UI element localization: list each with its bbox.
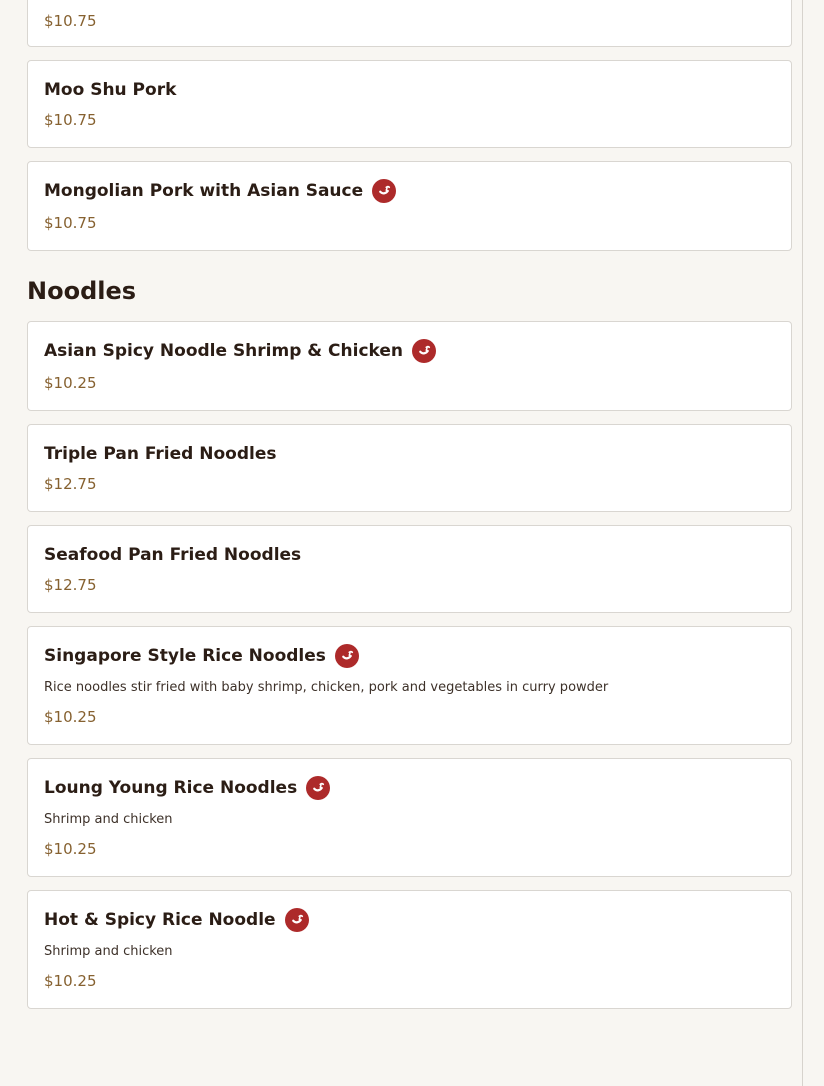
- item-name: Asian Spicy Noodle Shrimp & Chicken: [44, 341, 404, 361]
- item-name: Mongolian Pork with Asian Sauce: [44, 181, 364, 201]
- chili-pepper-icon: [335, 644, 359, 668]
- item-description: Shrimp and chicken: [44, 812, 173, 827]
- item-price: $10.75: [44, 12, 97, 30]
- item-name: Hot & Spicy Rice Noodle: [44, 910, 276, 930]
- item-price: $10.25: [44, 972, 97, 990]
- item-name: Seafood Pan Fried Noodles: [44, 545, 302, 565]
- item-description: Rice noodles stir fried with baby shrimp, chicken, pork and vegetables in curry powder: [44, 680, 609, 695]
- menu-item-card[interactable]: [27, 890, 792, 1009]
- menu-item-card[interactable]: [27, 525, 792, 613]
- chili-pepper-icon: [306, 776, 330, 800]
- chili-pepper-icon: [372, 179, 396, 203]
- menu-item-card[interactable]: [27, 424, 792, 512]
- menu-item-card[interactable]: [27, 321, 792, 411]
- item-price: $10.25: [44, 708, 97, 726]
- item-price: $10.75: [44, 214, 97, 232]
- menu-item-card[interactable]: [27, 161, 792, 251]
- menu-item-card[interactable]: [27, 60, 792, 148]
- item-description: Shrimp and chicken: [44, 944, 173, 959]
- item-name: Loung Young Rice Noodles: [44, 778, 298, 798]
- menu-item-card[interactable]: [27, 758, 792, 877]
- chili-pepper-icon: [412, 339, 436, 363]
- chili-pepper-icon: [285, 908, 309, 932]
- section-title-noodles: Noodles: [27, 277, 137, 305]
- item-name: Triple Pan Fried Noodles: [44, 444, 277, 464]
- item-price: $12.75: [44, 576, 97, 594]
- item-price: $10.25: [44, 374, 97, 392]
- menu-page: [27, 0, 792, 1022]
- item-price: $10.75: [44, 111, 97, 129]
- item-price: $12.75: [44, 475, 97, 493]
- item-name: Singapore Style Rice Noodles: [44, 646, 326, 666]
- item-name: Moo Shu Pork: [44, 80, 177, 100]
- item-price: $10.25: [44, 840, 97, 858]
- scrollbar-edge[interactable]: [802, 0, 803, 1086]
- menu-item-card[interactable]: [27, 0, 792, 47]
- menu-item-card[interactable]: [27, 626, 792, 745]
